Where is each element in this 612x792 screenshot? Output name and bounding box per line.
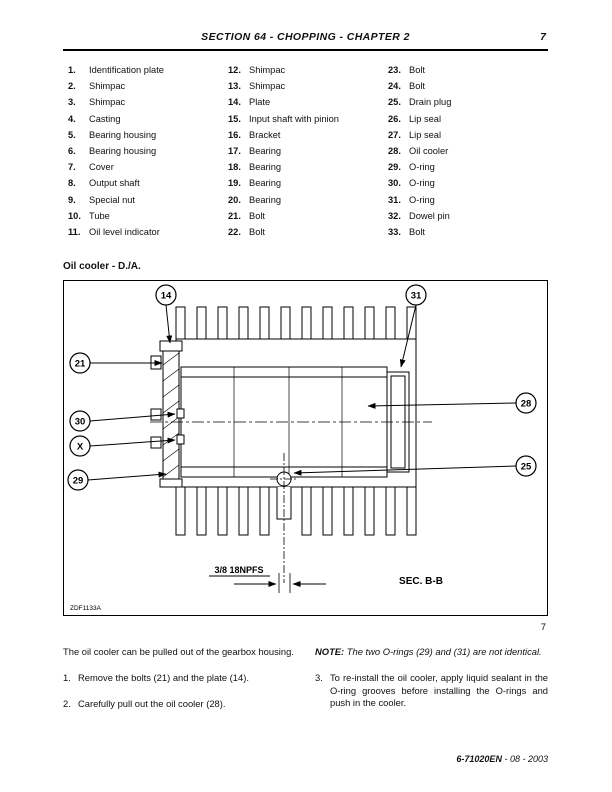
part-label: Bearing housing — [89, 129, 157, 140]
part-number: 16. — [228, 129, 241, 140]
part-number: 22. — [228, 227, 241, 238]
part-item — [228, 175, 388, 191]
part-item — [388, 111, 548, 127]
footer-doc-date: - 08 - 2003 — [504, 754, 548, 764]
part-number: 1. — [68, 65, 76, 75]
part-item — [228, 192, 388, 208]
part-label: Bolt — [409, 227, 426, 238]
part-item — [228, 224, 388, 240]
header-page-number: 7 — [540, 31, 546, 43]
oil-cooler-diagram — [64, 281, 547, 615]
figure-code: ZDF1133A — [70, 605, 101, 612]
part-number: 2. — [68, 81, 76, 92]
part-item — [228, 127, 388, 143]
part-item — [68, 208, 228, 224]
callout-25: 25 — [520, 461, 532, 473]
part-item — [228, 78, 388, 94]
part-item — [68, 192, 228, 208]
page-header — [63, 31, 548, 51]
part-item — [388, 175, 548, 191]
callout-30: 30 — [74, 416, 86, 428]
part-number: 33. — [388, 227, 401, 238]
part-label: Bolt — [249, 210, 266, 221]
part-number: 10. — [68, 210, 81, 221]
part-number: 6. — [68, 146, 76, 157]
part-item — [68, 159, 228, 175]
step-3 — [315, 672, 548, 710]
part-item — [388, 192, 548, 208]
part-number: 14. — [228, 97, 241, 108]
part-item — [68, 78, 228, 94]
part-item — [388, 224, 548, 240]
callout-14: 14 — [160, 290, 172, 302]
cooling-fins-top — [176, 307, 416, 339]
part-label: Cover — [89, 162, 114, 173]
part-number: 5. — [68, 129, 76, 140]
part-number: 4. — [68, 113, 76, 124]
part-number: 31. — [388, 194, 401, 205]
part-label: Shimpac — [249, 81, 286, 92]
part-item — [388, 94, 548, 110]
body-right-column — [315, 646, 548, 710]
part-number: 24. — [388, 81, 401, 92]
part-item — [388, 159, 548, 175]
part-label: Bearing housing — [89, 146, 157, 157]
step-text: Remove the bolts (21) and the plate (14). — [78, 671, 249, 683]
part-label: O-ring — [409, 178, 435, 189]
page-footer — [456, 754, 548, 764]
note-label: NOTE: — [315, 646, 345, 657]
part-item — [68, 94, 228, 110]
part-number: 15. — [228, 113, 241, 124]
section-label: SEC. B-B — [399, 576, 443, 587]
note-text: The two O-rings (29) and (31) are not identical. — [346, 646, 542, 657]
part-label: Lip seal — [409, 129, 442, 140]
part-label: Bearing — [249, 178, 282, 189]
part-label: Input shaft with pinion — [249, 113, 339, 124]
part-item — [68, 127, 228, 143]
part-label: Bolt — [409, 65, 426, 75]
cooling-fins-bottom — [176, 487, 416, 535]
parts-column-1 — [68, 62, 228, 240]
part-label: Oil level indicator — [89, 227, 160, 238]
step-text: Carefully pull out the oil cooler (28). — [78, 697, 226, 709]
figure-page-number: 7 — [540, 622, 546, 633]
callout-31: 31 — [410, 290, 422, 302]
bolt-lower — [151, 437, 161, 448]
part-number: 29. — [388, 162, 401, 173]
part-item — [228, 143, 388, 159]
part-number: 23. — [388, 65, 401, 75]
footer-doc-code: 6-71020EN — [456, 754, 502, 764]
body-left-column — [63, 646, 297, 710]
part-number: 12. — [228, 65, 241, 75]
parts-list — [68, 62, 548, 240]
part-number: 25. — [388, 97, 401, 108]
step-text: To re-install the oil cooler, apply liquid sealant in the O-ring grooves before installing the O-rings and push in the cooler. — [330, 671, 548, 709]
part-item — [388, 62, 548, 78]
part-item — [228, 208, 388, 224]
part-label: Bearing — [249, 146, 282, 157]
part-item — [388, 208, 548, 224]
part-item — [68, 175, 228, 191]
parts-column-2 — [228, 62, 388, 240]
part-item — [388, 127, 548, 143]
part-number: 17. — [228, 146, 241, 157]
part-label: O-ring — [409, 162, 435, 173]
step-number: 1. — [63, 671, 71, 683]
figure-box — [63, 280, 548, 616]
step-2 — [63, 698, 297, 711]
part-number: 13. — [228, 81, 241, 92]
part-item — [388, 143, 548, 159]
part-item — [68, 62, 228, 78]
section-title: SECTION 64 - CHOPPING - CHAPTER 2 — [201, 31, 410, 43]
part-label: Shimpac — [89, 97, 126, 108]
part-number: 32. — [388, 210, 401, 221]
part-label: Bracket — [249, 129, 281, 140]
step-number: 2. — [63, 697, 71, 709]
part-item — [228, 159, 388, 175]
part-number: 18. — [228, 162, 241, 173]
part-label: Dowel pin — [409, 210, 450, 221]
part-number: 30. — [388, 178, 401, 189]
part-label: Bolt — [249, 227, 266, 238]
callout-x: X — [76, 441, 84, 453]
part-label: Casting — [89, 113, 121, 124]
intro-paragraph: The oil cooler can be pulled out of the gearbox housing. — [63, 646, 294, 657]
part-label: Special nut — [89, 194, 135, 205]
part-label: Lip seal — [409, 113, 442, 124]
part-item — [68, 224, 228, 240]
o-ring-detail-upper — [177, 409, 184, 418]
parts-column-3 — [388, 62, 548, 240]
part-number: 9. — [68, 194, 76, 205]
callout-21: 21 — [74, 358, 86, 370]
part-item — [388, 78, 548, 94]
part-number: 26. — [388, 113, 401, 124]
part-label: O-ring — [409, 194, 435, 205]
part-item — [228, 62, 388, 78]
part-label: Shimpac — [249, 65, 286, 75]
dimension-lines — [209, 576, 326, 584]
part-label: Plate — [249, 97, 271, 108]
part-label: Bearing — [249, 194, 282, 205]
part-label: Shimpac — [89, 81, 126, 92]
part-label: Bearing — [249, 162, 282, 173]
part-number: 21. — [228, 210, 241, 221]
part-item — [228, 94, 388, 110]
part-number: 7. — [68, 162, 76, 173]
callout-29: 29 — [72, 475, 84, 487]
part-label: Drain plug — [409, 97, 452, 108]
part-item — [68, 111, 228, 127]
part-label: Identification plate — [89, 65, 164, 75]
part-number: 8. — [68, 178, 76, 189]
part-number: 28. — [388, 146, 401, 157]
step-1 — [63, 672, 297, 685]
part-number: 27. — [388, 129, 401, 140]
dimension-label: 3/8 18NPFS — [214, 565, 264, 575]
o-ring-detail-lower — [177, 435, 184, 444]
part-label: Output shaft — [89, 178, 140, 189]
bolt-middle — [151, 409, 161, 420]
part-label: Bolt — [409, 81, 426, 92]
part-label: Oil cooler — [409, 146, 449, 157]
part-item — [68, 143, 228, 159]
part-number: 20. — [228, 194, 241, 205]
part-number: 3. — [68, 97, 76, 108]
callout-28: 28 — [520, 398, 532, 410]
part-number: 19. — [228, 178, 241, 189]
figure-title: Oil cooler - D./A. — [63, 261, 141, 272]
step-number: 3. — [315, 671, 323, 683]
part-number: 11. — [68, 227, 81, 238]
part-label: Tube — [89, 210, 110, 221]
note-paragraph — [315, 646, 548, 659]
part-item — [228, 111, 388, 127]
